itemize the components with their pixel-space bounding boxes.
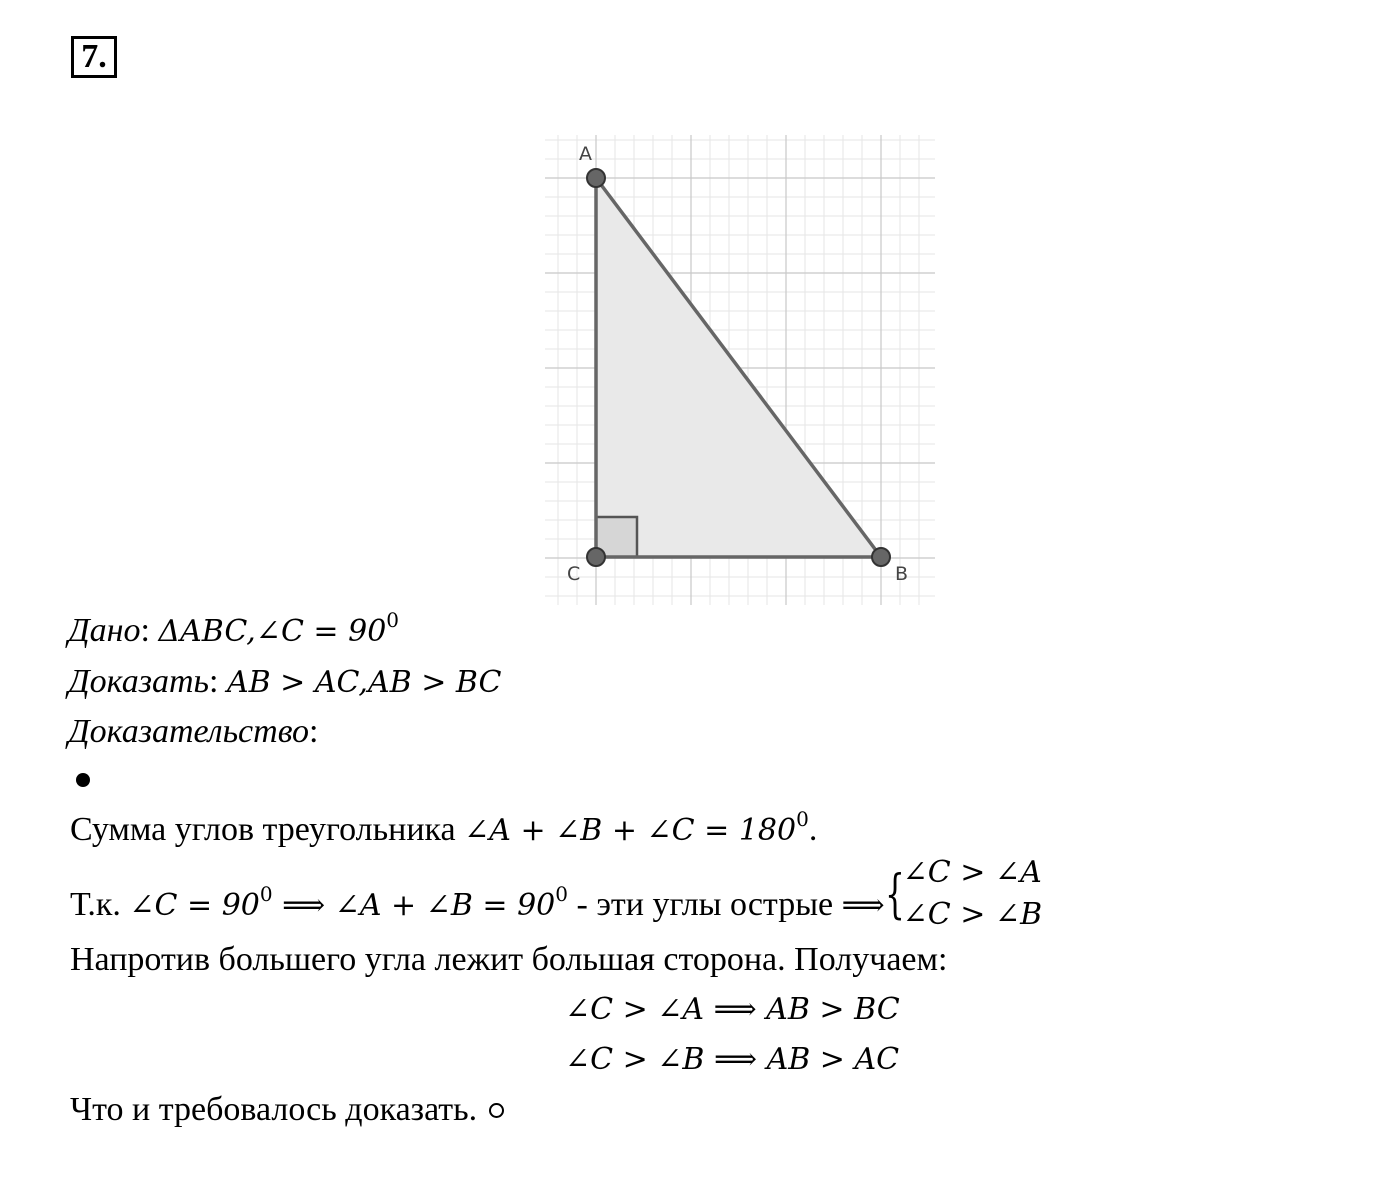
given-label: Дано [68,612,141,649]
angle-sum-formula: ∠A + ∠B + ∠C = 180 [464,813,797,848]
problem-number: 7. [71,36,117,78]
bullet-point [76,773,90,787]
since-m1: ∠C = 90 [129,888,260,923]
since-m2: ⟹ ∠A + ∠B = 90 [272,888,556,923]
cases-system [884,855,1043,932]
vertex-a [587,169,605,187]
given-line [68,608,400,652]
vertex-b [872,548,890,566]
case-c-gt-a: ∠C > ∠A [902,855,1042,890]
since-math [129,882,568,923]
prove-label: Доказать [68,663,209,700]
result-line-1: ∠C > ∠A ⟹ AB > BC [565,992,900,1027]
angle-sum-degree: 0 [796,807,809,831]
since-exp2: 0 [555,882,568,906]
given-degree: 0 [386,608,400,632]
since-prefix: Т.к. [70,886,130,923]
qed-circle-icon [489,1103,504,1118]
conclusion-text: Что и требовалось доказать. [70,1091,478,1128]
cases-brace: { [884,865,905,925]
result-line-2: ∠C > ∠B ⟹ AB > AC [565,1042,900,1077]
triangle-figure [545,135,935,605]
since-exp1: 0 [259,882,273,906]
angle-sum-line [70,807,818,851]
case-c-gt-b: ∠C > ∠B [902,897,1043,932]
since-line [70,855,1043,932]
label-b: B [895,563,909,585]
given-colon: : [140,612,150,649]
angle-sum-text: Сумма углов треугольника [70,811,465,848]
proof-heading [68,712,318,752]
label-c: C [567,563,581,585]
since-arrow: ⟹ [841,888,885,923]
since-text: - эти углы острые [568,886,842,923]
vertex-c [587,548,605,566]
angle-sum-math [464,807,809,848]
prove-colon: : [208,663,219,700]
proof-label: Доказательство [68,713,310,750]
given-statement: ΔABC,∠C = 90 [158,614,387,649]
label-a: A [579,143,592,165]
conclusion-line [70,1090,504,1130]
opposite-side-line: Напротив большего угла лежит большая сторона. Получаем: [70,941,948,978]
angle-sum-period: . [808,811,818,848]
given-math [158,608,400,649]
prove-line [68,662,501,703]
proof-colon: : [309,713,319,750]
prove-statement: AB > AC,AB > BC [226,665,502,700]
